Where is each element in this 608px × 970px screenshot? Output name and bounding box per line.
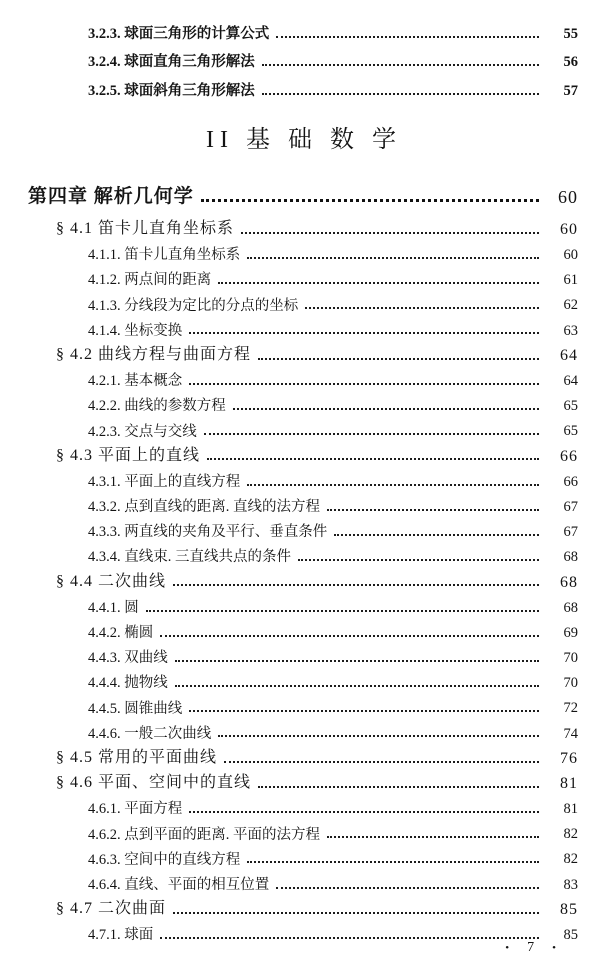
toc-row	[0, 591, 608, 616]
dot-leader	[247, 257, 539, 259]
toc-entry-page: 85	[560, 901, 578, 919]
toc-row	[0, 793, 608, 818]
toc-entry-page: 64	[563, 372, 578, 389]
toc-entry-label: § 4.3 平面上的直线	[56, 446, 201, 464]
toc-row	[0, 667, 608, 692]
toc-row	[0, 339, 608, 364]
toc-entry-label: 4.4.3. 双曲线	[88, 650, 168, 667]
toc-entry-label: § 4.7 二次曲面	[56, 900, 167, 918]
toc-entry-page: 74	[563, 725, 578, 742]
toc-entry-page: 62	[563, 297, 578, 314]
toc-entry-page: 60	[563, 246, 578, 263]
dot-leader	[146, 610, 539, 612]
toc-entry-page: 72	[563, 700, 578, 717]
toc-entry-page: 66	[560, 447, 578, 465]
toc-entry-page: 63	[563, 322, 578, 339]
toc-entry-label: 4.6.4. 直线、平面的相互位置	[88, 876, 270, 893]
part-heading: II 基 础 数 学	[206, 126, 402, 153]
chapter-page: 60	[558, 186, 578, 207]
toc-chapter-entries	[0, 214, 608, 944]
toc-entry-label: 4.6.3. 空间中的直线方程	[88, 851, 241, 868]
toc-entry-label: 4.4.1. 圆	[88, 599, 139, 616]
toc-row	[0, 566, 608, 591]
toc-entry-label: 4.1.4. 坐标变换	[88, 322, 183, 339]
toc-entry-page: 82	[563, 826, 578, 843]
toc-row	[0, 768, 608, 793]
toc-entry-label: 4.1.2. 两点间的距离	[88, 272, 212, 289]
toc-entry-page: 81	[563, 801, 578, 818]
toc-row	[0, 692, 608, 717]
toc-entry-page: 55	[563, 25, 578, 42]
toc-entry-page: 85	[563, 927, 578, 943]
toc-row	[0, 894, 608, 919]
dot-leader	[189, 811, 539, 813]
toc-entry-label: 4.3.2. 点到直线的距离. 直线的法方程	[88, 499, 320, 516]
toc-row	[0, 717, 608, 742]
toc-entry-page: 66	[563, 473, 578, 490]
dot-leader	[247, 484, 539, 486]
toc-previous-chapter-block	[0, 14, 608, 100]
toc-entry-label: 4.2.3. 交点与交线	[88, 423, 197, 440]
toc-entry-label: 3.2.3. 球面三角形的计算公式	[88, 25, 270, 42]
toc-entry-page: 68	[560, 573, 578, 591]
toc-entry-page: 81	[560, 775, 578, 793]
toc-entry-label: 4.1.1. 笛卡儿直角坐标系	[88, 247, 241, 264]
dot-leader	[262, 93, 539, 95]
dot-leader	[258, 786, 539, 788]
toc-entry-page: 56	[563, 54, 578, 71]
toc-row	[0, 43, 608, 72]
dot-leader	[173, 912, 539, 914]
dot-leader	[175, 685, 539, 687]
toc-entry-label: 4.7.1. 球面	[88, 927, 154, 944]
toc-entry-page: 65	[563, 423, 578, 440]
toc-row	[0, 365, 608, 390]
toc-row	[0, 465, 608, 490]
dot-leader	[305, 307, 539, 309]
dot-leader	[160, 937, 539, 939]
toc-entry-label: 3.2.5. 球面斜角三角形解法	[88, 82, 255, 99]
toc-entry-label: 4.4.6. 一般二次曲线	[88, 725, 212, 742]
page-footer	[505, 940, 556, 956]
toc-entry-page: 76	[560, 750, 578, 768]
toc-entry-page: 65	[563, 398, 578, 415]
toc-row	[0, 415, 608, 440]
dot-leader	[224, 761, 539, 763]
footer-page-number: 7	[527, 940, 535, 955]
chapter-title: 第四章 解析几何学	[28, 185, 194, 207]
toc-row	[0, 314, 608, 339]
dot-leader	[218, 282, 539, 284]
dot-leader	[175, 660, 539, 662]
toc-entry-label: § 4.1 笛卡儿直角坐标系	[56, 220, 235, 238]
toc-row	[0, 239, 608, 264]
toc-entry-page: 68	[563, 599, 578, 616]
toc-row	[0, 71, 608, 100]
dot-leader	[247, 861, 539, 863]
toc-chapter-row	[0, 174, 608, 208]
dot-leader	[233, 408, 539, 410]
toc-row	[0, 289, 608, 314]
toc-entry-label: § 4.2 曲线方程与曲面方程	[56, 346, 252, 364]
dot-leader	[204, 433, 539, 435]
toc-entry-page: 68	[563, 549, 578, 566]
dot-leader	[189, 710, 539, 712]
toc-entry-label: 4.3.4. 直线束. 三直线共点的条件	[88, 549, 291, 566]
dot-leader	[189, 383, 539, 385]
toc-entry-page: 61	[563, 272, 578, 289]
dot-leader	[327, 509, 539, 511]
dot-leader	[173, 584, 539, 586]
toc-entry-label: 4.4.5. 圆锥曲线	[88, 700, 183, 717]
toc-row	[0, 541, 608, 566]
toc-entry-label: 4.4.4. 抛物线	[88, 675, 168, 692]
toc-entry-page: 70	[563, 675, 578, 692]
toc-entry-label: 4.2.1. 基本概念	[88, 373, 183, 390]
toc-entry-label: § 4.4 二次曲线	[56, 572, 167, 590]
dot-leader	[298, 559, 539, 561]
toc-row	[0, 491, 608, 516]
toc-row	[0, 617, 608, 642]
dot-leader	[334, 534, 539, 536]
dot-leader	[201, 199, 539, 202]
toc-row	[0, 818, 608, 843]
toc-row	[0, 440, 608, 465]
dot-leader	[276, 887, 539, 889]
toc-row	[0, 390, 608, 415]
dot-leader	[160, 635, 539, 637]
toc-row	[0, 214, 608, 239]
toc-entry-page: 67	[563, 524, 578, 540]
toc-entry-label: 4.2.2. 曲线的参数方程	[88, 398, 226, 415]
dot-leader	[327, 836, 539, 838]
dot-leader	[258, 358, 539, 360]
toc-entry-label: 4.6.1. 平面方程	[88, 801, 183, 818]
toc-entry-page: 69	[563, 624, 578, 641]
dot-leader	[262, 64, 539, 66]
dot-leader	[218, 735, 539, 737]
dot-leader	[276, 36, 539, 38]
toc-row	[0, 868, 608, 893]
footer-left-dot: •	[505, 942, 510, 954]
dot-leader	[241, 232, 539, 234]
toc-entry-label: 4.4.2. 椭圆	[88, 625, 154, 642]
toc-entry-label: 4.1.3. 分线段为定比的分点的坐标	[88, 297, 299, 314]
toc-entry-label: 4.3.1. 平面上的直线方程	[88, 473, 241, 490]
toc-row	[0, 264, 608, 289]
toc-entry-page: 70	[563, 649, 578, 666]
dot-leader	[207, 458, 539, 460]
toc-entry-page: 82	[563, 851, 578, 868]
toc-entry-label: § 4.5 常用的平面曲线	[56, 749, 218, 767]
toc-entry-label: 3.2.4. 球面直角三角形解法	[88, 54, 255, 71]
toc-entry-label: 4.6.2. 点到平面的距离. 平面的法方程	[88, 826, 320, 843]
toc-row	[0, 642, 608, 667]
toc-entry-page: 60	[560, 221, 578, 239]
toc-row	[0, 14, 608, 43]
toc-entry-page: 67	[563, 498, 578, 515]
toc-entry-page: 83	[563, 876, 578, 893]
toc-entry-page: 64	[560, 347, 578, 365]
toc-entry-label: § 4.6 平面、空间中的直线	[56, 774, 252, 792]
footer-right-dot: •	[552, 942, 556, 954]
toc-row	[0, 742, 608, 767]
toc-entry-page: 57	[563, 82, 578, 99]
dot-leader	[189, 332, 539, 334]
toc-entry-label: 4.3.3. 两直线的夹角及平行、垂直条件	[88, 524, 328, 541]
toc-row	[0, 516, 608, 541]
toc-row	[0, 843, 608, 868]
